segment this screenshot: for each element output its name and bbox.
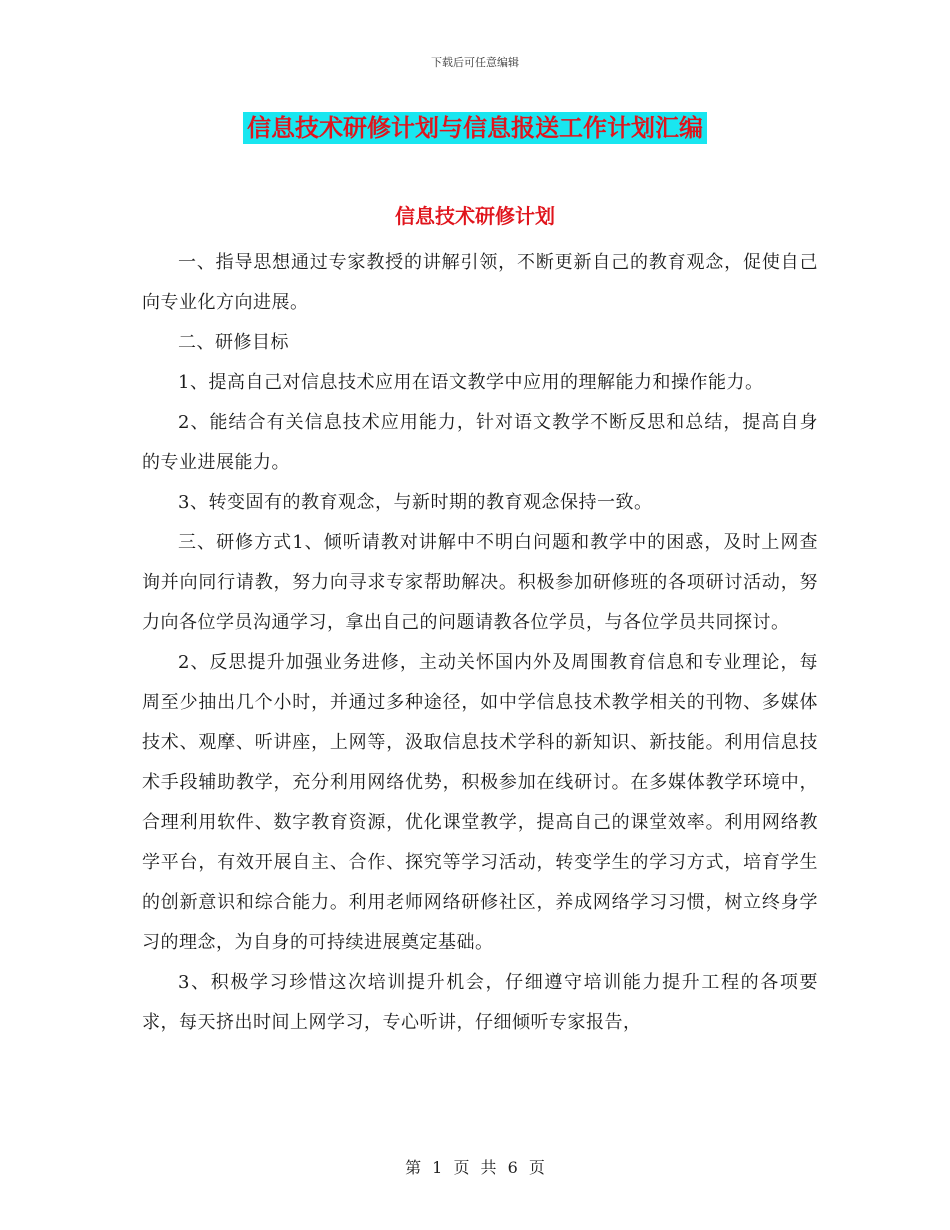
document-title: 信息技术研修计划与信息报送工作计划汇编 <box>243 112 707 144</box>
paragraph: 1、提高自己对信息技术应用在语文教学中应用的理解能力和操作能力。 <box>178 372 764 393</box>
body-content <box>142 243 818 1043</box>
paragraph: 3、积极学习珍惜这次培训提升机会，仔细遵守培训能力提升工程的各项要求，每天挤出时间上网学习，专心听讲，仔细倾听专家报告， <box>142 972 818 1033</box>
header-note: 下载后可任意编辑 <box>431 56 519 69</box>
section-title: 信息技术研修计划 <box>395 204 555 228</box>
page-footer: 第 1 页 共 6 页 <box>405 1158 545 1177</box>
paragraph: 一、指导思想通过专家教授的讲解引领，不断更新自己的教育观念，促使自己向专业化方向进展。 <box>142 252 818 313</box>
document-title-block <box>0 112 950 144</box>
paragraph: 2、反思提升加强业务进修，主动关怀国内外及周围教育信息和专业理论，每周至少抽出几个小时，并通过多种途径，如中学信息技术教学相关的刊物、多媒体技术、观摩、听讲座，上网等，汲取信息技术学科的新知识、新技能。利用信息技术手段辅助教学，充分利用网络优势，积极参加在线研讨。在多媒体教学环境中，合理利用软件、数字教育资源，优化课堂教学，提高自己的课堂效率。利用网络教学平台，有效开展自主、合作、探究等学习活动，转变学生的学习方式，培育学生的创新意识和综合能力。利用老师网络研修社区，养成网络学习习惯，树立终身学习的理念，为自身的可持续进展奠定基础。 <box>142 652 818 953</box>
paragraph: 3、转变固有的教育观念，与新时期的教育观念保持一致。 <box>178 492 653 513</box>
paragraph: 三、研修方式1、倾听请教对讲解中不明白问题和教学中的困惑，及时上网查询并向同行请教，努力向寻求专家帮助解决。积极参加研修班的各项研讨活动，努力向各位学员沟通学习，拿出自己的问题请教各位学员，与各位学员共同探讨。 <box>142 532 818 633</box>
paragraph: 二、研修目标 <box>178 332 289 353</box>
paragraph: 2、能结合有关信息技术应用能力，针对语文教学不断反思和总结，提高自身的专业进展能力。 <box>142 412 818 473</box>
